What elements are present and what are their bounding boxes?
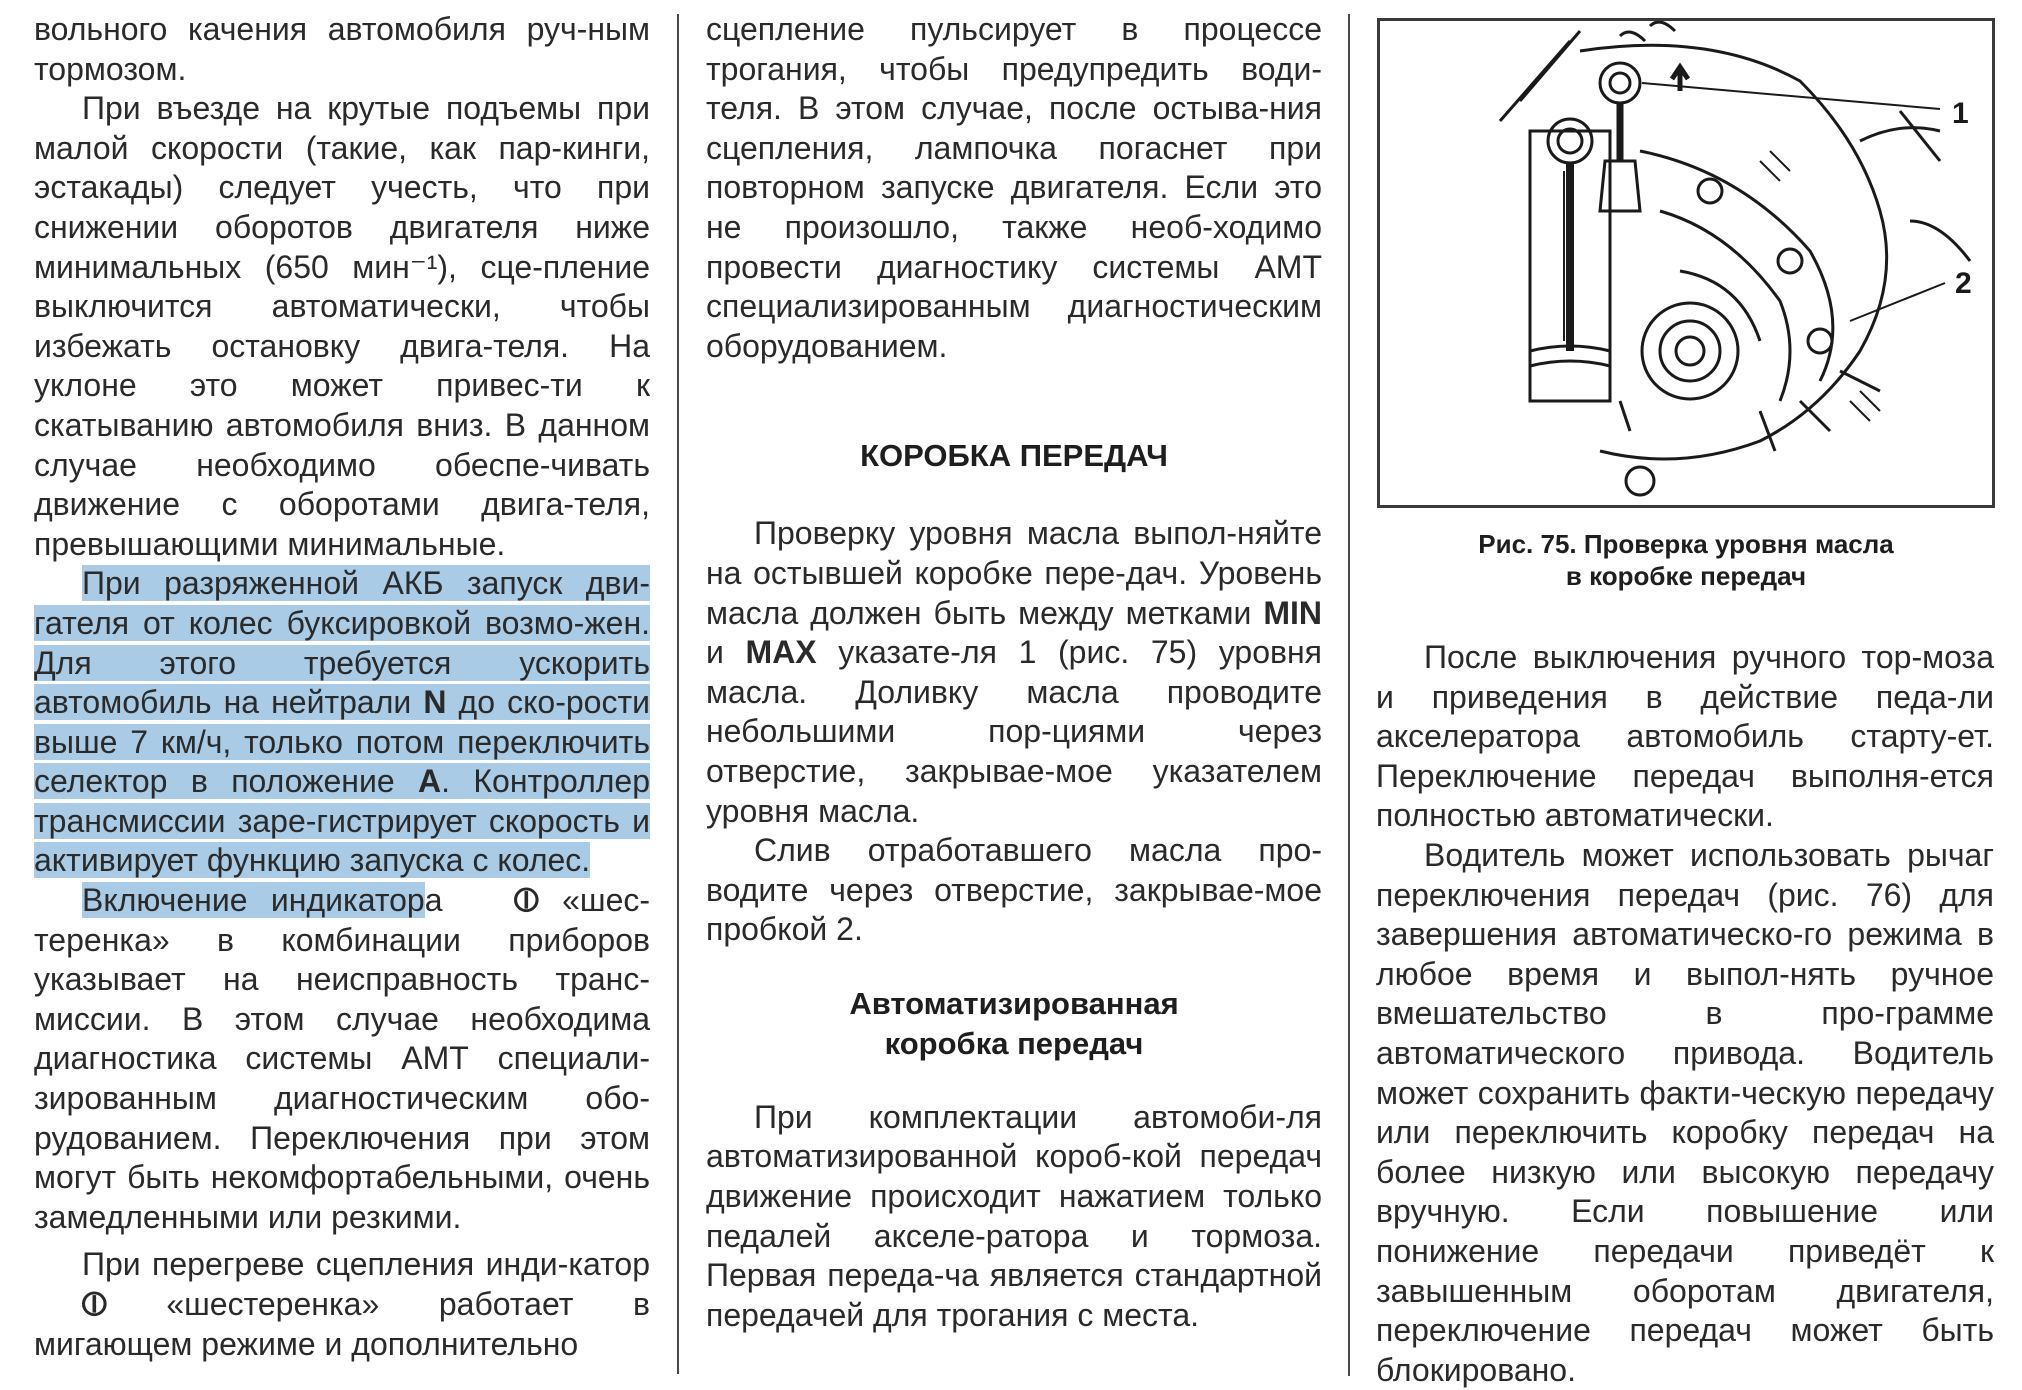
gear-indicator-icon: ⦶ — [82, 1285, 107, 1323]
paragraph-oil-level — [706, 514, 1322, 831]
column-divider-right — [1348, 14, 1350, 1376]
paragraph-manual-override: Водитель может использовать рычаг переключения передач (рис. 76) для завершения автоматическо-го режима в любое время и выпол-нять ручное вмешательство в про-грамме автоматического привода. Водитель может сохранить факти-ческую передачу или переключить коробку передач на более низкую или высокую передачу вручную. Если повышение или понижение передачи приведёт к завышенным оборотам двигателя, переключение передач может быть блокировано. — [1376, 836, 1994, 1388]
caption-line-1: Рис. 75. Проверка уровня масла — [1478, 529, 1894, 559]
column-3 — [1376, 638, 1994, 1390]
oil-level-text-2: указате-ля 1 (рис. 75) уровня масла. Доливку масла проводите небольшими пор-циями через отверстие, закрывае-мое указателем уровня масла. — [706, 634, 1323, 829]
paragraph-clutch-pulse: сцепление пульсирует в процессе трогания, чтобы предупредить води-теля. В этом случае, после остыва-ния сцепления, лампочка погаснет при повторном запуске двигателя. Если это не произошло, также необ-ходимо провести диагностику системы АМТ специализированным диагностическим оборудованием. — [706, 11, 1322, 364]
paragraph-steep-climb: При въезде на крутые подъемы при малой скорости (такие, как пар-кинги, эстакады) следует учесть, что при снижении оборотов двигателя ниже минимальных (650 мин⁻¹), сце-пление выключится автоматически, чтобы избежать остановку двига-теля. На уклоне это может привес-ти к скатыванию автомобиля вниз. В данном случае необходимо обеспе-чивать движение с оборотами двига-теля, превышающими минимальные. — [34, 90, 650, 562]
dipstick-ring — [1548, 119, 1592, 163]
overheat-text-2: «шестеренка» работает в мигающем режиме и дополнительно — [34, 1286, 650, 1362]
highlight-indicator: Включение индикатор — [82, 882, 425, 919]
paragraph-indicator-fault — [34, 881, 650, 1237]
gearbox-illustration — [1380, 21, 1992, 505]
figure-75 — [1377, 18, 1995, 508]
caption-line-2: в коробке передач — [1565, 561, 1807, 591]
paragraph-handbrake-end: вольного качения автомобиля руч-ным тормозом. — [34, 11, 650, 87]
drain-plug-housing — [1642, 303, 1738, 399]
gear-indicator-icon: ⦶ — [513, 881, 539, 920]
highlight-tow-start-2: до ско-рости выше 7 км/ч, только потом переключить селектор в положение — [34, 684, 651, 800]
figure-label-1: 1 — [1952, 97, 1969, 130]
max-mark: MAX — [745, 634, 817, 671]
highlight-tow-start-3: . Контроллер трансмиссии заре-гистрирует скорость и активирует функцию запуска с колес. — [34, 763, 651, 879]
position-a-label: A — [418, 763, 442, 800]
figure-caption — [1377, 528, 1995, 592]
highlight-tow-start-1: При разряженной АКБ запуск дви-гателя от колес буксировкой возмо-жен. Для этого требуется ускорить автомобиль на нейтрали — [34, 565, 650, 721]
paragraph-tow-start — [34, 564, 650, 881]
paragraph-amt-driving: При комплектации автомоби-ля автоматизированной короб-кой передач движение происходит нажатием только педалей акселе-ратора и тормоза. Первая переда-ча является стандартной передачей для трогания с места. — [706, 1098, 1322, 1333]
overheat-text-1: При перегреве сцепления инди-катор — [82, 1246, 650, 1283]
column-1 — [34, 10, 650, 1364]
paragraph-amt-start: После выключения ручного тор-моза и приведения в действие педа-ли акселератора автомобиль старту-ет. Переключение передач выполня-ется полностью автоматически. — [1376, 639, 1994, 834]
indicator-fault-text: «шес-теренка» в комбинации приборов указывает на неисправность транс-миссии. В этом случае необходима диагностика системы АМТ специали-зированным диагностическим обо-рудованием. Переключения при этом могут быть некомфортабельными, очень замедленными или резкими. — [34, 882, 651, 1235]
figure-label-2: 2 — [1955, 267, 1972, 300]
column-2 — [706, 10, 1322, 1335]
section-heading-gearbox: КОРОБКА ПЕРЕДАЧ — [860, 438, 1168, 474]
column-divider-left — [677, 14, 679, 1374]
indicator-suffix: а — [424, 882, 443, 919]
oil-level-and: и — [706, 634, 746, 671]
paragraph-clutch-overheat — [34, 1245, 650, 1364]
paragraph-oil-drain: Слив отработавшего масла про-водите через отверстие, закрывае-мое пробкой 2. — [706, 832, 1322, 948]
min-mark: MIN — [1263, 594, 1322, 631]
section-heading-amt: Автоматизированная коробка передач — [849, 985, 1179, 1061]
oil-level-text-1: Проверку уровня масла выпол-няйте на остывшей коробке пере-дач. Уровень масла должен быть между метками — [706, 515, 1322, 631]
neutral-label: N — [423, 684, 447, 721]
